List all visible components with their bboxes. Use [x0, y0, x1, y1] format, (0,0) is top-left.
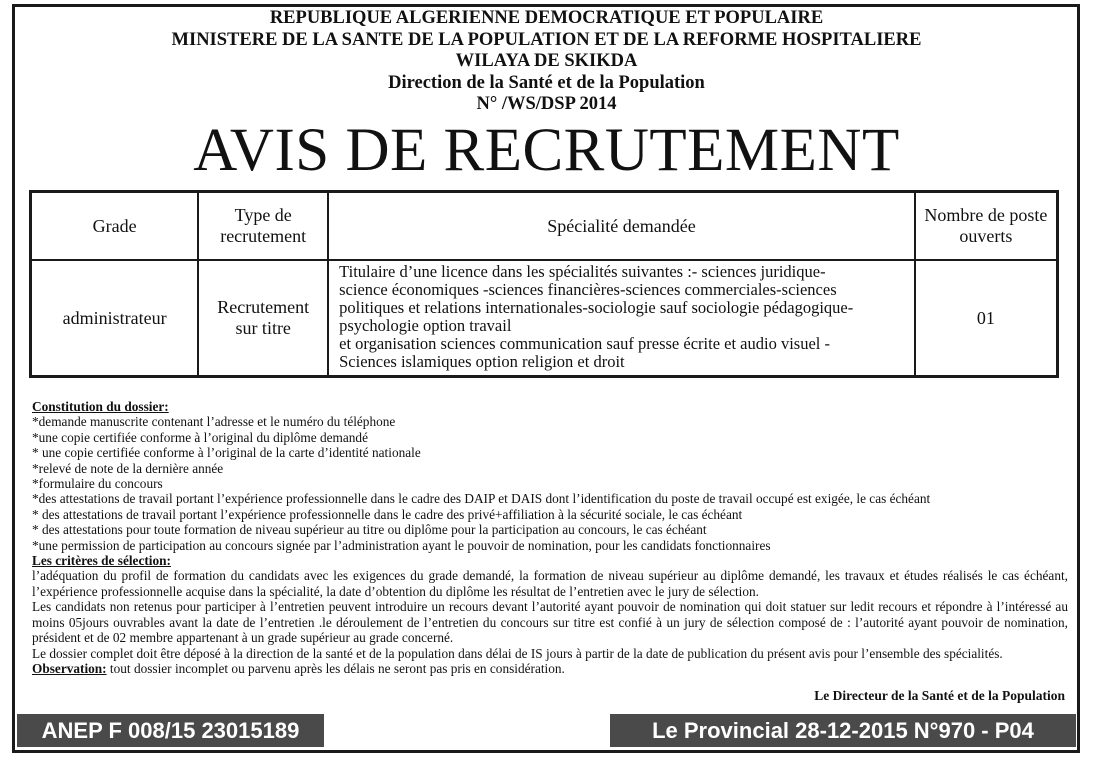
table-row: [31, 260, 1058, 377]
dossier-item: *une permission de participation au concours signée par l’administration ayant le pouvoir de nomination, pour les candidats fonctionnaires: [32, 537, 771, 553]
dossier-item: * des attestations pour toute formation de niveau supérieur au titre ou diplôme pour la participation au concours, le cas échéant: [32, 522, 707, 538]
cell-grade: administrateur: [31, 260, 199, 377]
criteres-paragraph: l’adéquation du profil de formation du candidats avec les exigences du grade demandé, la formation de niveau supérieur au diplôme demandé, les travaux et études réalisés le cas échéant, l’expérience professionnelle acquise dans la spécialité, la date d’obtention du diplôme les résultat de l’entretien avec le jury de sélection.: [32, 568, 1068, 599]
cell-specialite: [328, 260, 915, 377]
criteres-paragraph: Les candidats non retenus pour participer à l’entretien peuvent introduire un recours devant l’autorité ayant pouvoir de nomination qui doit statuer sur ledit recours et répondre à l’intéressé au moins 05jours ouvrables avant la date de l’entretien .le déroulement de l’entretien du concours sur titre est confié à un jury de sélection composé de : l’autorité ayant pouvoir de nomination, président et de 02 membre appartenant à un grade supérieur au grade concerné.: [32, 599, 1068, 646]
criteres-heading: Les critères de sélection:: [32, 553, 171, 569]
header-nombre: Nombre de poste ouverts: [915, 192, 1058, 261]
dossier-item: * des attestations de travail portant l’expérience professionnelle dans le cadre des privé+affiliation à la sécurité sociale, le cas échéant: [32, 506, 743, 522]
dossier-item: *demande manuscrite contenant l’adresse et le numéro du téléphone: [32, 414, 396, 430]
header-specialite: Spécialité demandée: [328, 192, 915, 261]
header-type: Type de recrutement: [198, 192, 328, 261]
header-wilaya: WILAYA DE SKIKDA: [455, 51, 638, 71]
dossier-item: *une copie certifiée conforme à l’original du diplôme demandé: [32, 429, 368, 445]
specialite-line: politiques et relations internationales-sociologie sauf sociologie pédagogique-: [339, 298, 854, 317]
recruitment-table: [29, 190, 1059, 378]
page-title: AVIS DE RECRUTEMENT: [193, 117, 900, 184]
specialite-line: science économiques -sciences financières-sciences commerciales-sciences: [339, 280, 837, 299]
dossier-item: *des attestations de travail portant l’expérience professionnelle dans le cadre des DAIP et DAIS dont l’identification du poste de travail occupé est exigée, le cas échéant: [32, 491, 931, 507]
publication-badge: Le Provincial 28-12-2015 N°970 - P04: [610, 714, 1076, 747]
body-text: [32, 399, 1068, 676]
specialite-line: Sciences islamiques option religion et droit: [339, 352, 625, 371]
observation: [32, 661, 1068, 676]
dossier-heading: Constitution du dossier:: [32, 399, 169, 414]
specialite-line: Titulaire d’une licence dans les spécialités suivantes :- sciences juridique-: [339, 262, 826, 281]
dossier-item: *relevé de note de la dernière année: [32, 460, 224, 476]
header-direction: Direction de la Santé et de la Population: [388, 72, 705, 93]
table-header-row: [31, 192, 1058, 261]
cell-type: Recrutement sur titre: [198, 260, 328, 377]
header-reference: N° /WS/DSP 2014: [476, 94, 617, 114]
specialite-line: et organisation sciences communication sauf presse écrite et audio visuel -: [339, 334, 830, 353]
header-republic: REPUBLIQUE ALGERIENNE DEMOCRATIQUE ET POPULAIRE: [269, 8, 824, 28]
dossier-item: *formulaire du concours: [32, 476, 163, 492]
observation-label: Observation:: [32, 660, 107, 676]
dossier-item: * une copie certifiée conforme à l’original de la carte d’identité nationale: [32, 445, 421, 461]
criteres-paragraph: Le dossier complet doit être déposé à la direction de la santé et de la population dans délai de IS jours à partir de la date de publication du présent avis pour l’ensemble des spécialités.: [32, 645, 1003, 661]
document-header: [0, 8, 1093, 116]
observation-text: tout dossier incomplet ou parvenu après les délais ne seront pas pris en considération.: [106, 660, 565, 676]
anep-reference-badge: ANEP F 008/15 23015189: [17, 714, 324, 747]
specialite-line: psychologie option travail: [339, 316, 512, 335]
signature: Le Directeur de la Santé et de la Population: [814, 688, 1065, 703]
header-ministry: MINISTERE DE LA SANTE DE LA POPULATION ET DE LA REFORME HOSPITALIERE: [171, 29, 922, 50]
cell-nombre: 01: [915, 260, 1058, 377]
header-grade: Grade: [31, 192, 199, 261]
